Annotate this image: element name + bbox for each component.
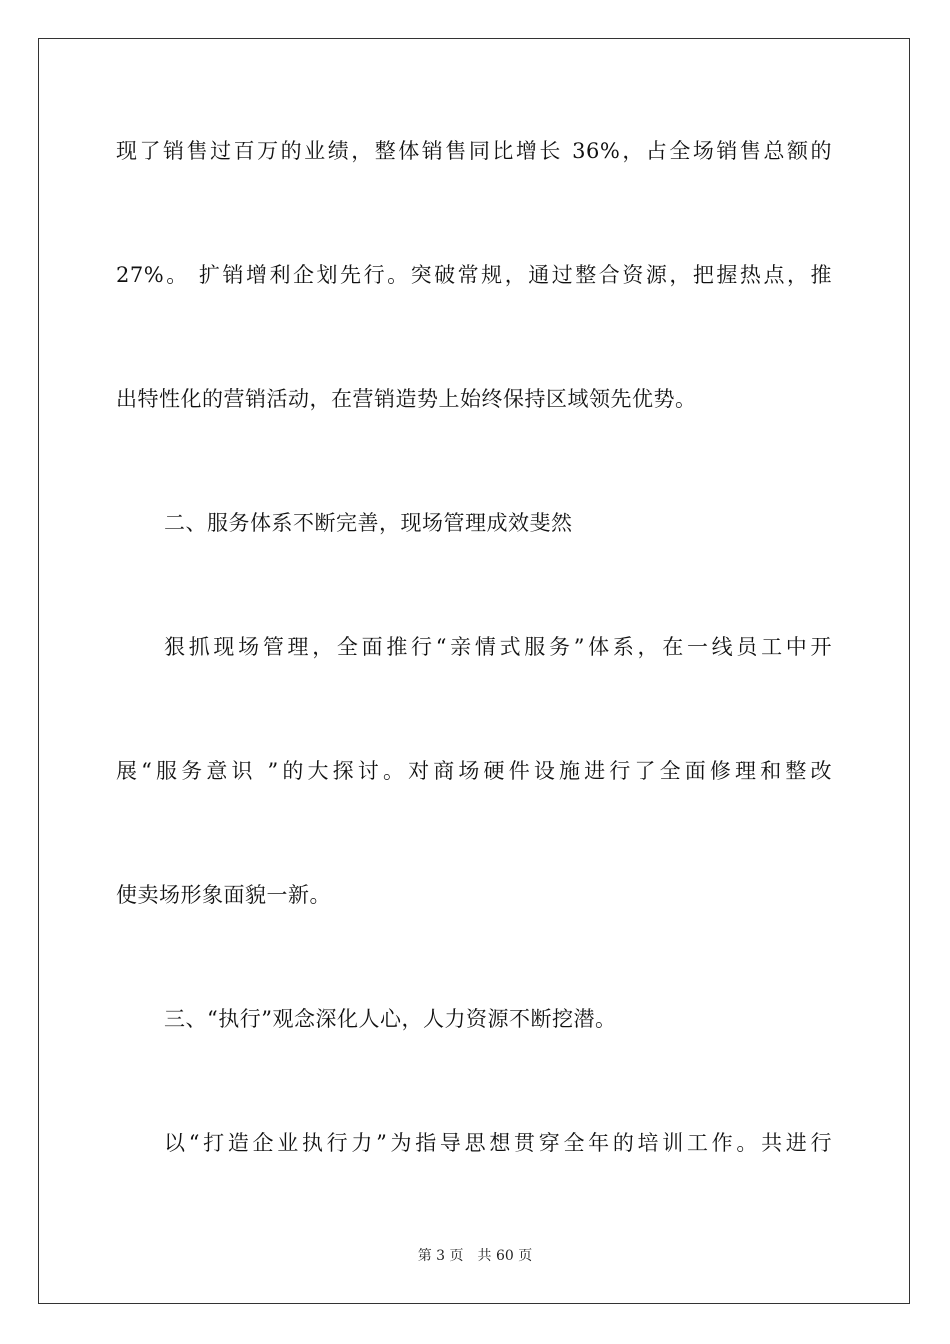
paragraph-line: 现了销售过百万的业绩，整体销售同比增长 36%，占全场销售总额的 [116,139,832,163]
page-total: 共 60 页 [477,1248,533,1264]
paragraph-line: 展“服务意识 ”的大探讨。对商场硬件设施进行了全面修理和整改 [116,759,832,783]
section-heading: 三、“执行”观念深化人心，人力资源不断挖潜。 [164,1007,617,1031]
paragraph-line: 狠抓现场管理，全面推行“亲情式服务”体系，在一线员工中开 [164,635,832,659]
paragraph-line: 出特性化的营销活动，在营销造势上始终保持区域领先优势。 [116,387,697,411]
page-footer [0,1246,950,1266]
section-heading: 二、服务体系不断完善，现场管理成效斐然 [164,511,573,535]
paragraph-line: 使卖场形象面貌一新。 [116,883,331,907]
page-number: 第 3 页 [417,1248,464,1264]
paragraph-line: 27%。 扩销增利企划先行。突破常规，通过整合资源，把握热点，推 [116,263,832,287]
paragraph-line: 以“打造企业执行力”为指导思想贯穿全年的培训工作。共进行 [164,1131,832,1155]
page-border [38,38,910,1304]
